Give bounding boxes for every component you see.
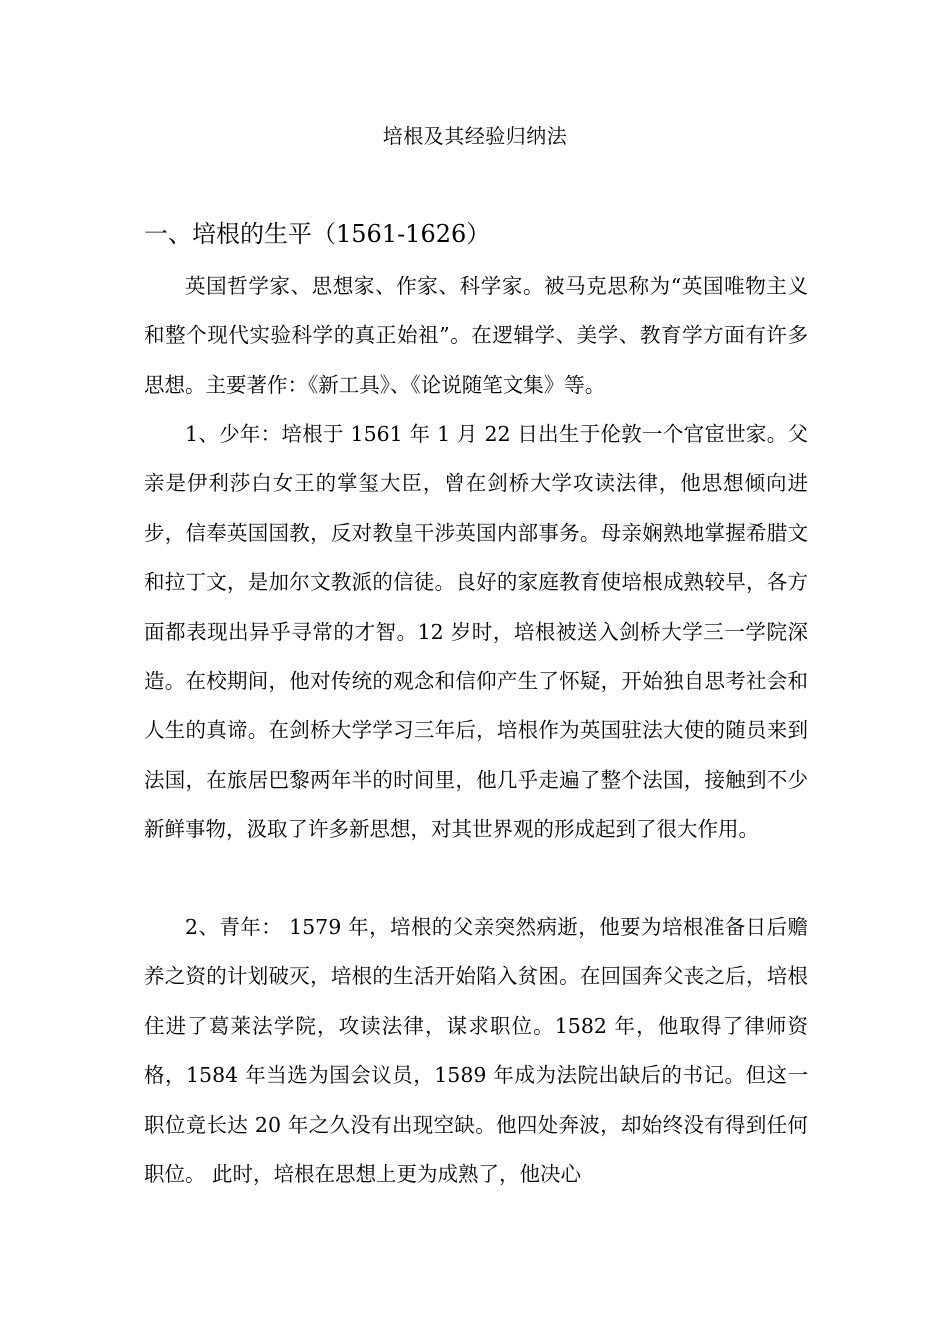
document-title: 培根及其经验归纳法 [382,124,568,148]
section-heading-biography: 一、培根的生平（1561-1626） [144,220,491,248]
paragraph-young-adult: 2、青年： 1579 年，培根的父亲突然病逝，他要为培根准备日后赡养之资的计划破灭，培根的生活开始陷入贫困。在回国奔父丧之后，培根住进了葛莱法学院，攻读法律，谋求职位。1582 年，他取得了律师资格，1584 年当选为国会议员，1589 年成为法院出缺后的书记。但这一职位竟长达 20 年之久没有出现空缺。他四处奔波，却始终没有得到任何职位。 此时，培根在思想上更为成熟了，他决心 [144,915,808,1187]
paragraph-intro: 英国哲学家、思想家、作家、科学家。被马克思称为“英国唯物主义和整个现代实验科学的真正始祖”。在逻辑学、美学、教育学方面有许多思想。主要著作：《新工具》、《论说随笔文集》等。 [144,274,808,397]
paragraph-youth: 1、少年：培根于 1561 年 1 月 22 日出生于伦敦一个官宦世家。父亲是伊利莎白女王的掌玺大臣，曾在剑桥大学攻读法律，他思想倾向进步，信奉英国国教，反对教皇干涉英国内部事务。母亲娴熟地掌握希腊文和拉丁文，是加尔文教派的信徒。良好的家庭教育使培根成熟较早，各方面都表现出异乎寻常的才智。12 岁时，培根被送入剑桥大学三一学院深造。在校期间，他对传统的观念和信仰产生了怀疑，开始独自思考社会和人生的真谛。在剑桥大学学习三年后，培根作为英国驻法大使的随员来到法国，在旅居巴黎两年半的时间里，他几乎走遍了整个法国，接触到不少新鲜事物，汲取了许多新思想，对其世界观的形成起到了很大作用。 [144,422,808,842]
